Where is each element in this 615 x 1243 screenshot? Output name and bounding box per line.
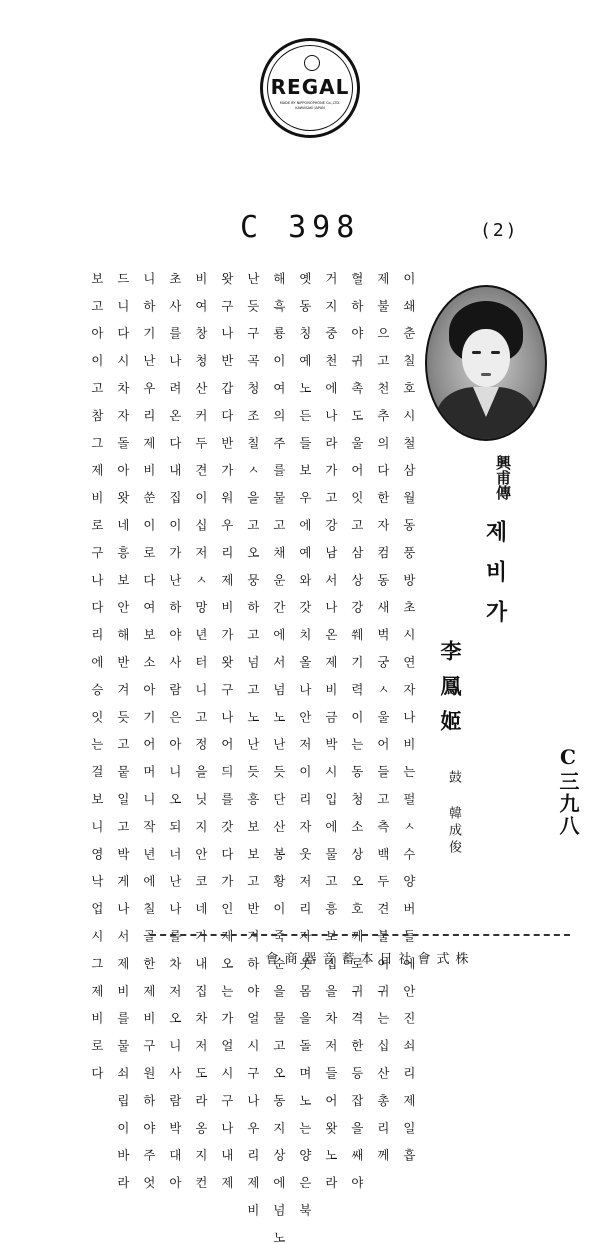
genre-label: 興甫傳 bbox=[494, 455, 512, 500]
footer-divider bbox=[150, 934, 570, 936]
lyric-line: 비 여 창 청 산 커 두 견 이 십 저 ㅅ 망 년 터 니 고 정 을 닛 지 안 코 네 가 내 집 차 저 도 라 옹 지 컨 bbox=[193, 272, 209, 1189]
lyric-line: 거 지 중 천 에 나 라 가 고 강 남 서 나 온 제 비 금 박 시 입 에 물 고 흥 보 집 을 차 저 들 어 왓 노 라 bbox=[323, 272, 339, 1189]
logo-name: REGAL bbox=[270, 75, 350, 99]
lyric-line: 혈 하 야 귀 촉 도 울 어 잇 고 삼 상 강 쒜 기 력 이 는 동 청 소 상 오 호 께 로 귀 격 한 등 잡 을 쌔 야 bbox=[349, 272, 365, 1189]
lyric-line: 옛 동 칭 예 노 든 들 보 우 에 예 와 갓 치 올 나 안 저 이 리 자 웃 저 리 자 웃 몸 을 돌 며 노 는 양 은 북 bbox=[297, 272, 313, 1217]
portrait-face bbox=[462, 329, 510, 387]
lyric-line: 초 사 를 나 려 온 다 내 집 이 가 난 하 야 사 람 은 아 니 오 되 너 난 나 를 차 저 오 니 사 람 박 대 아 bbox=[167, 272, 183, 1189]
portrait-eye bbox=[472, 351, 481, 354]
lyric-line: 드 니 다 시 차 자 돌 아 왓 네 흥 보 안 해 반 겨 듯 고 뭍 일 고 박 게 나 서 제 비 를 물 쇠 립 이 바 라 bbox=[115, 272, 131, 1189]
portrait-eye bbox=[491, 351, 500, 354]
lyric-line: 니 하 기 난 우 리 제 비 쑨 이 로 다 여 보 소 아 기 어 머 니 작 년 에 칠 골 한 제 비 구 원 하 야 주 엇 bbox=[141, 272, 157, 1189]
logo-maker: MADE BY NIPPONOPHONE Co.,LTD. bbox=[279, 101, 341, 105]
lyric-line: 난 듯 구 곡 청 조 칠 ㅅ 을 고 오 뭉 하 고 넘 고 노 난 듯 흥 보 보 고 반 겨 하 야 얼 시 구 나 우 리 제 비 bbox=[245, 272, 261, 1217]
lyric-line: 해 흑 룡 이 여 의 주 를 물 고 채 운 간 에 서 넘 노 난 듯 단 산 봉 황 이 죽 순 을 물 고 오 동 지 상 에 넘 노 bbox=[271, 272, 287, 1243]
portrait-mouth bbox=[481, 373, 491, 376]
drummer-credit: 鼓 韓成俊 bbox=[446, 770, 461, 857]
singer-name: 李鳳姬 bbox=[438, 640, 463, 745]
regal-logo bbox=[260, 38, 360, 138]
logo-city: KAWASAKI JAPAN bbox=[295, 106, 325, 110]
catalog-number: C 398 bbox=[240, 210, 361, 245]
song-title: 제비가 bbox=[482, 520, 507, 640]
logo-emblem-icon bbox=[304, 55, 320, 71]
company-name: 株式會社日本蓄音器商會 bbox=[265, 952, 475, 967]
lyric-line: 이 쇄 춘 칠 호 시 철 삼 월 동 풍 방 초 시 연 자 나 비 는 펄 ㅅ 수 양 버 들 에 안 진 쇠 리 제 일 흡 bbox=[401, 272, 417, 1162]
catalog-number-vertical: C三九八 bbox=[556, 745, 580, 837]
singer-portrait bbox=[425, 285, 547, 441]
lyric-line: 제 불 으 고 천 추 의 다 한 자 컴 동 새 벅 궁 ㅅ 울 어 들 고 측 백 두 견 불 여 귀 는 십 산 총 리 께 bbox=[375, 272, 391, 1162]
lyric-line: 왓 구 나 반 갑 다 반 가 워 우 리 제 비 가 왓 구 나 어 듸 를 갓 다 가 인 제 오 는 가 얼 시 구 나 내 제 bbox=[219, 272, 235, 1189]
side-number: (2) bbox=[480, 220, 519, 241]
lyric-line: 보 고 아 이 고 참 그 제 비 로 구 나 다 리 에 승 잇 는 걸 보 니 영 낙 업 시 그 제 비 로 다 bbox=[89, 272, 105, 1080]
